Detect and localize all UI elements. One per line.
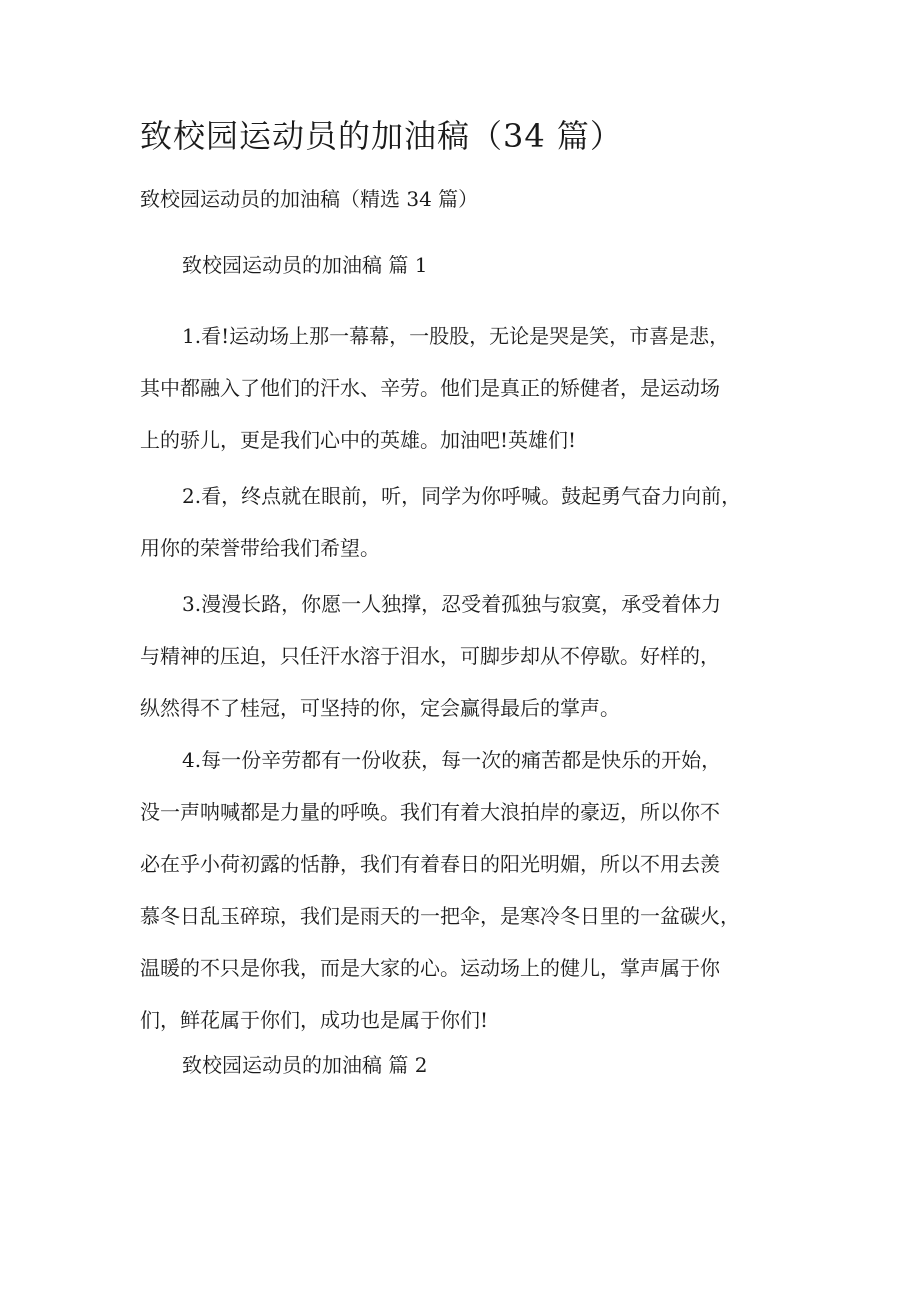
paragraph-line: 必在乎小荷初露的恬静，我们有着春日的阳光明媚，所以不用去羡 — [140, 852, 720, 876]
paragraph-line: 没一声呐喊都是力量的呼唤。我们有着大浪拍岸的豪迈，所以你不 — [140, 800, 720, 824]
paragraph-4 — [140, 734, 790, 1046]
paragraph-line: 与精神的压迫，只任汗水溶于泪水，可脚步却从不停歇。好样的， — [140, 644, 720, 668]
section-heading-1: 致校园运动员的加油稿 篇 1 — [182, 253, 428, 277]
document-subtitle: 致校园运动员的加油稿（精选 34 篇） — [140, 187, 479, 211]
section-heading-2: 致校园运动员的加油稿 篇 2 — [182, 1053, 428, 1077]
paragraph-2 — [140, 470, 790, 574]
paragraph-line: 1.看!运动场上那一幕幕，一股股，无论是哭是笑，市喜是悲， — [182, 324, 730, 348]
document-title: 致校园运动员的加油稿（34 篇） — [140, 117, 623, 155]
paragraph-line: 其中都融入了他们的汗水、辛劳。他们是真正的矫健者，是运动场 — [140, 376, 720, 400]
paragraph-line: 上的骄儿，更是我们心中的英雄。加油吧!英雄们! — [140, 428, 577, 452]
paragraph-line: 慕冬日乱玉碎琼，我们是雨天的一把伞，是寒冷冬日里的一盆碳火， — [140, 904, 740, 928]
paragraph-line: 纵然得不了桂冠，可坚持的你，定会赢得最后的掌声。 — [140, 696, 620, 720]
paragraph-3 — [140, 578, 790, 734]
paragraph-line: 4.每一份辛劳都有一份收获，每一次的痛苦都是快乐的开始， — [182, 748, 722, 772]
paragraph-line: 用你的荣誉带给我们希望。 — [140, 536, 380, 560]
paragraph-line: 3.漫漫长路，你愿一人独撑，忍受着孤独与寂寞，承受着体力 — [182, 592, 722, 616]
paragraph-line: 们，鲜花属于你们，成功也是属于你们! — [140, 1008, 489, 1032]
paragraph-line: 2.看，终点就在眼前，听，同学为你呼喊。鼓起勇气奋力向前， — [182, 484, 742, 508]
paragraph-line: 温暖的不只是你我，而是大家的心。运动场上的健儿，掌声属于你 — [140, 956, 720, 980]
paragraph-1 — [140, 310, 790, 466]
